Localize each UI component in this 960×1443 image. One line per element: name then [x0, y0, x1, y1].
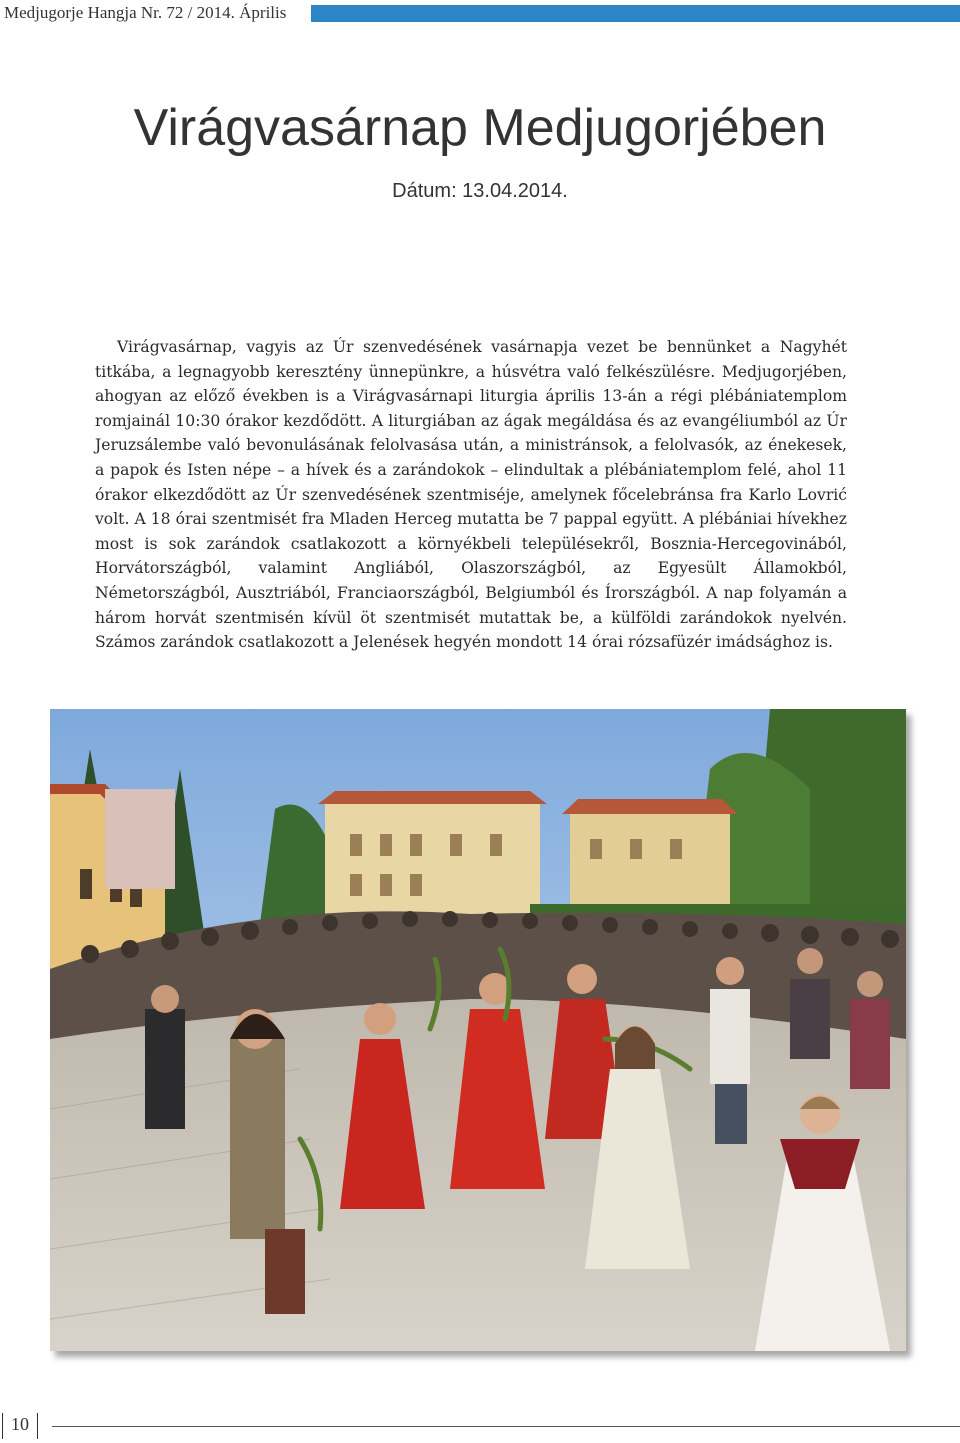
footer-right-rule: [37, 1413, 38, 1439]
palm-sunday-procession-photo-icon: [50, 709, 906, 1351]
page-number: 10: [11, 1414, 29, 1434]
header-accent-bar: [311, 5, 960, 22]
page-header: [0, 0, 960, 26]
footer-left-rule: [2, 1413, 3, 1439]
footer-line: [52, 1426, 960, 1427]
article-body: Virágvasárnap, vagyis az Úr szenvedésének vasárnapja vezet be bennünket a Nagyhét titkába, a legnagyobb keresztény ünnepünkre, a húsvétra való felkészülésre. Medjugorjében, ahogyan az előző években is a Virágvasárnapi liturgia április 13-án a régi plébániatemplom romjainál 10:30 órakor kezdődött. A liturgiában az ágak megáldása és az evangéliumból az Úr Jeruzsálembe való bevonulásának felolvasása után, a ministránsok, a felolvasók, az énekesek, a papok és Isten népe – a hívek és a zarándokok – elindultak a plébániatemplom felé, ahol 11 órakor elkezdődött az Úr szenvedésének szentmiséje, amelynek főcelebránsa fra Karlo Lovrić volt. A 18 órai szentmisét fra Mladen Herceg mutatta be 7 pappal együtt. A plébániai hívekhez most is sok zarándok csatlakozott a környékbeli településekről, Bosznia-Hercegovinából, Horvátországból, valamint Angliából, Olaszországból, az Egyesült Államokból, Németországból, Ausztriából, Franciaországból, Belgiumból és Írországból. A nap folyamán a három horvát szentmisén kívül öt szentmisét mutattak be, a külföldi zarándokok nyelvén. Számos zarándok csatlakozott a Jelenések hegyén mondott 14 órai rózsafüzér imádsághoz is.: [95, 338, 847, 652]
procession-photo: [50, 709, 906, 1351]
header-publication-info: Medjugorje Hangja Nr. 72 / 2014. Április: [4, 3, 287, 22]
article-title: Virágvasárnap Medjugorjében: [133, 99, 827, 157]
article-date: Dátum: 13.04.2014.: [392, 180, 568, 202]
